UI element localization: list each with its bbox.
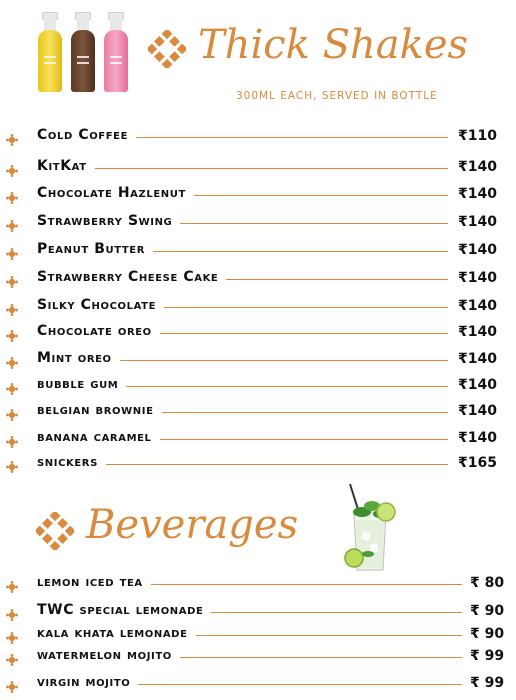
menu-item	[0, 349, 516, 369]
menu-item	[0, 322, 516, 342]
menu-item	[0, 624, 516, 644]
item-price: ₹ 90	[470, 626, 505, 642]
item-name: Strawberry Swing	[37, 213, 180, 229]
menu-item	[0, 673, 516, 693]
bullet-icon	[6, 606, 18, 618]
leader-line	[162, 412, 448, 413]
item-price: ₹ 99	[470, 648, 505, 664]
bullet-icon	[6, 301, 18, 313]
item-name: TWC special lemonade	[37, 602, 211, 618]
item-name: banana caramel	[37, 429, 160, 445]
item-name: lemon iced tea	[37, 574, 151, 590]
bullet-icon	[6, 678, 18, 690]
bullet-icon	[6, 217, 18, 229]
item-name: Peanut Butter	[37, 241, 153, 257]
item-name: KitKat	[37, 158, 95, 174]
item-price: ₹110	[458, 128, 497, 144]
menu-item	[0, 375, 516, 395]
yellow-bottle	[38, 12, 62, 92]
item-name: Silky Chocolate	[37, 297, 164, 313]
item-price: ₹140	[458, 298, 497, 314]
cafe-logo-icon	[36, 512, 74, 550]
menu-item	[0, 157, 516, 177]
shake-bottles-image	[38, 12, 128, 92]
leader-line	[138, 684, 462, 685]
menu-item	[0, 646, 516, 666]
item-price: ₹ 80	[470, 575, 505, 591]
leader-line	[194, 195, 448, 196]
item-price: ₹140	[458, 186, 497, 202]
item-price: ₹140	[458, 242, 497, 258]
leader-line	[126, 386, 448, 387]
item-name: Chocolate oreo	[37, 323, 160, 339]
item-price: ₹140	[458, 159, 497, 175]
leader-line	[95, 168, 448, 169]
item-price: ₹140	[458, 403, 497, 419]
item-name: snickers	[37, 454, 106, 470]
item-name: kala khata lemonade	[37, 625, 196, 641]
section-title-beverages: Beverages	[86, 502, 299, 548]
bullet-icon	[6, 629, 18, 641]
menu-item	[0, 184, 516, 204]
item-name: Chocolate Hazlenut	[37, 185, 194, 201]
menu-item	[0, 573, 516, 593]
menu-item	[0, 296, 516, 316]
leader-line	[106, 464, 448, 465]
mojito-glass-image	[340, 482, 400, 574]
item-price: ₹140	[458, 430, 497, 446]
item-name: Strawberry Cheese Cake	[37, 269, 226, 285]
bullet-icon	[6, 354, 18, 366]
item-name: belgian brownie	[37, 402, 162, 418]
bullet-icon	[6, 273, 18, 285]
leader-line	[211, 612, 462, 613]
item-name: Mint oreo	[37, 350, 120, 366]
leader-line	[180, 223, 448, 224]
item-name: Cold Coffee	[37, 127, 136, 143]
bullet-icon	[6, 406, 18, 418]
leader-line	[226, 279, 448, 280]
pink-bottle	[104, 12, 128, 92]
bullet-icon	[6, 578, 18, 590]
leader-line	[160, 439, 448, 440]
section-subtitle-shakes: 300ML EACH, SERVED IN BOTTLE	[236, 90, 438, 102]
menu-item	[0, 401, 516, 421]
leader-line	[136, 137, 448, 138]
brown-bottle	[71, 12, 95, 92]
leader-line	[180, 657, 462, 658]
menu-item	[0, 212, 516, 232]
bullet-icon	[6, 458, 18, 470]
leader-line	[151, 584, 462, 585]
menu-item	[0, 126, 516, 146]
section-title-shakes: Thick Shakes	[198, 22, 469, 68]
bullet-icon	[6, 245, 18, 257]
leader-line	[160, 333, 448, 334]
item-price: ₹140	[458, 377, 497, 393]
item-name: watermelon mojito	[37, 647, 180, 663]
bullet-icon	[6, 131, 18, 143]
item-price: ₹140	[458, 351, 497, 367]
cafe-logo-icon	[148, 30, 186, 68]
item-price: ₹ 99	[470, 675, 505, 691]
leader-line	[153, 251, 448, 252]
bullet-icon	[6, 433, 18, 445]
leader-line	[164, 307, 448, 308]
item-price: ₹140	[458, 214, 497, 230]
menu-item	[0, 601, 516, 621]
bullet-icon	[6, 327, 18, 339]
menu-item	[0, 240, 516, 260]
item-price: ₹ 90	[470, 603, 505, 619]
item-name: virgin mojito	[37, 674, 138, 690]
item-price: ₹140	[458, 324, 497, 340]
item-price: ₹165	[458, 455, 497, 471]
bullet-icon	[6, 162, 18, 174]
bullet-icon	[6, 189, 18, 201]
item-name: bubble gum	[37, 376, 126, 392]
menu-item	[0, 428, 516, 448]
leader-line	[120, 360, 448, 361]
leader-line	[196, 635, 462, 636]
item-price: ₹140	[458, 270, 497, 286]
menu-item	[0, 453, 516, 473]
bullet-icon	[6, 651, 18, 663]
menu-item	[0, 268, 516, 288]
bullet-icon	[6, 380, 18, 392]
